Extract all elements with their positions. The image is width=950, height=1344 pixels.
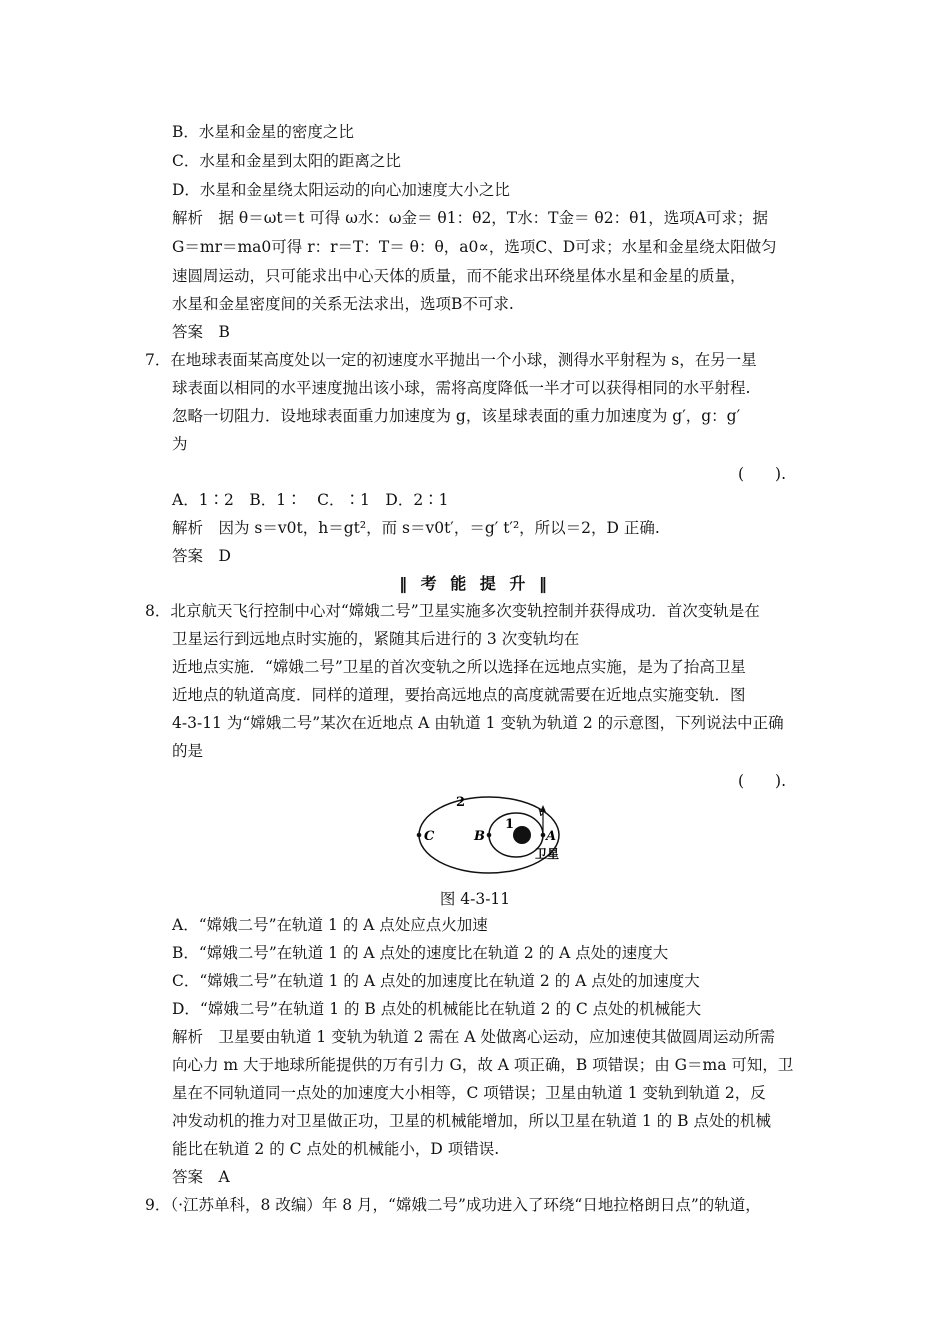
q8-option-b: B．“嫦娥二号”在轨道 1 的 A 点处的速度比在轨道 2 的 A 点处的速度大 (172, 944, 669, 962)
q8-option-a: A．“嫦娥二号”在轨道 1 的 A 点处应点火加速 (172, 916, 488, 934)
q9-stem-line: 9．（·江苏单科，8 改编）年 8 月，“嫦娥二号”成功进入了环绕“日地拉格朗日点”的轨道， (145, 1196, 761, 1214)
q6-analysis-line: 解析 据 θ＝ωt＝t 可得 ω水：ω金＝ θ1：θ2，T水：T金＝ θ2：θ1，选项A可求；据 (172, 209, 768, 227)
orbit-1-label: 1 (505, 817, 515, 832)
q8-analysis-line: 向心力 m 大于地球所能提供的万有引力 G，故 A 项正确，B 项错误；由 G＝ma 可知，卫 (172, 1056, 794, 1074)
q8-option-d: D．“嫦娥二号”在轨道 1 的 B 点处的机械能比在轨道 2 的 C 点处的机械能大 (172, 1000, 702, 1018)
point-b (487, 833, 492, 838)
q8-analysis-line: 星在不同轨道同一点处的加速度大小相等，C 项错误；卫星由轨道 1 变轨到轨道 2，反 (172, 1084, 766, 1102)
q7-stem-line: 7．在地球表面某高度处以一定的初速度水平抛出一个小球，测得水平射程为 s，在另一星 (145, 351, 757, 369)
q6-analysis-line: 速圆周运动，只可能求出中心天体的质量，而不能求出环绕星体水星和金星的质量， (172, 267, 746, 285)
q7-analysis: 解析 因为 s＝v0t，h＝gt²，而 s＝v0t′，＝g′ t′²，所以＝2，D 正确. (172, 519, 660, 537)
figure-caption: 图 4-3-11 (439, 890, 511, 908)
section-title: ‖ 考 能 提 升 ‖ (399, 574, 551, 593)
point-c-label: C (424, 829, 435, 844)
q8-answer: 答案 A (172, 1168, 230, 1186)
q7-answer: 答案 D (172, 547, 231, 565)
point-c (417, 833, 422, 838)
q8-stem-line: 近地点实施．“嫦娥二号”卫星的首次变轨之所以选择在远地点实施，是为了抬高卫星 (172, 658, 746, 676)
q7-stem-line: 球表面以相同的水平速度抛出该小球，需将高度降低一半才可以获得相同的水平射程. (172, 379, 751, 397)
point-b-label: B (474, 829, 485, 844)
q6-option-b: B．水星和金星的密度之比 (172, 123, 354, 141)
q8-stem-line: 8．北京航天飞行控制中心对“嫦娥二号”卫星实施多次变轨控制并获得成功．首次变轨是在 (145, 602, 760, 620)
q8-analysis-line: 能比在轨道 2 的 C 点处的机械能小，D 项错误. (172, 1140, 500, 1158)
q6-analysis-line: 水星和金星密度间的关系无法求出，选项B不可求. (172, 295, 514, 313)
orbit-diagram (410, 790, 570, 880)
orbit-2-label: 2 (456, 795, 466, 810)
q6-option-c: C．水星和金星到太阳的距离之比 (172, 152, 401, 170)
q8-option-c: C．“嫦娥二号”在轨道 1 的 A 点处的加速度比在轨道 2 的 A 点处的加速度大 (172, 972, 700, 990)
q8-stem-line: 4-3-11 为“嫦娥二号”某次在近地点 A 由轨道 1 变轨为轨道 2 的示意图，下列说法中正确 (172, 714, 784, 732)
q7-answer-bracket: ( ). (738, 465, 787, 483)
q6-answer: 答案 B (172, 323, 230, 341)
q8-analysis-line: 冲发动机的推力对卫星做正功，卫星的机械能增加，所以卫星在轨道 1 的 B 点处的机械 (172, 1112, 771, 1130)
q8-stem-line: 的是 (172, 742, 204, 760)
q6-analysis-line: G＝mr＝ma0可得 r：r＝T：T＝ θ：θ，a0∝，选项C、D可求；水星和金星绕太阳做匀 (172, 238, 777, 256)
q8-analysis-line: 解析 卫星要由轨道 1 变轨为轨道 2 需在 A 处做离心运动，应加速使其做圆周运动所需 (172, 1028, 775, 1046)
q7-options: A．1∶2 B．1∶ C．∶1 D．2∶1 (172, 491, 449, 509)
satellite-label: 卫星 (535, 847, 560, 861)
velocity-label: v (538, 805, 545, 819)
q7-stem-line: 忽略一切阻力．设地球表面重力加速度为 g，该星球表面的重力加速度为 g′，g：g′ (172, 407, 741, 425)
q8-stem-line: 近地点的轨道高度．同样的道理，要抬高远地点的高度就需要在近地点实施变轨．图 (172, 686, 746, 704)
earth (513, 826, 531, 844)
q7-stem-line: 为 (172, 435, 188, 453)
q8-stem-line: 卫星运行到远地点时实施的，紧随其后进行的 3 次变轨均在 (172, 630, 580, 648)
point-a-label: A (546, 829, 557, 844)
q6-option-d: D．水星和金星绕太阳运动的向心加速度大小之比 (172, 181, 510, 199)
q8-answer-bracket: ( ). (738, 772, 787, 790)
